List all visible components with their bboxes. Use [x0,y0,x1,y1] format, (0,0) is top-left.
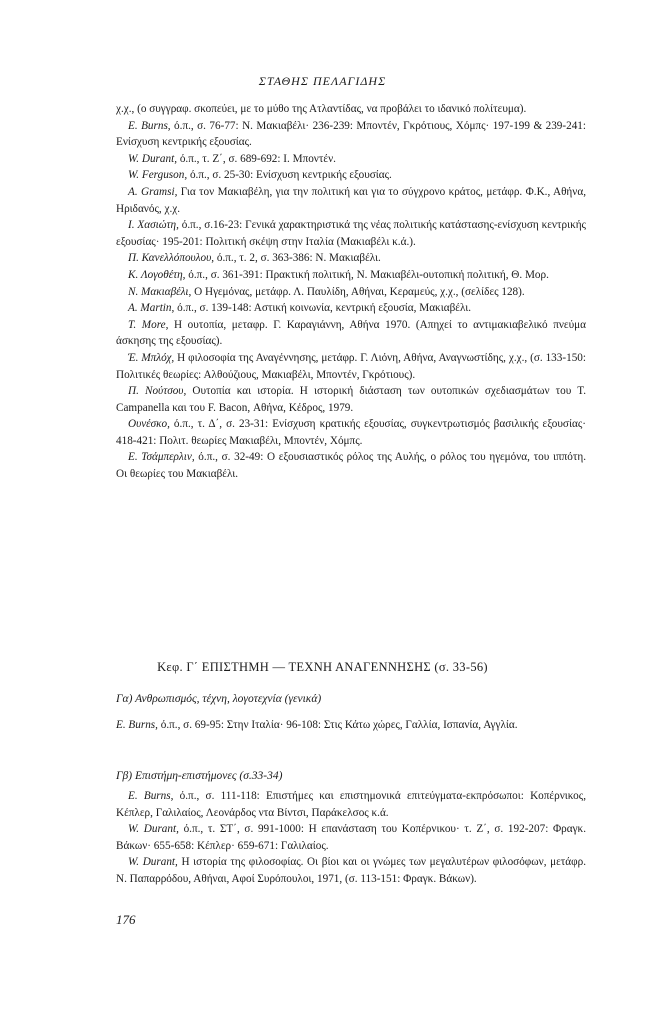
bibliography-entry [116,383,586,416]
entry-author: Ι. Χασιώτη, [128,219,179,232]
entry-text: Η φιλοσοφία της Αναγέννησης, μετάφρ. Γ. Λιόνη, Αθήνα, Αναγνωστίδης, χ.χ., (σ. 133-150: Πολιτικές θεωρίες: Αλθούζιους, Μακιαβέλι, Μποντέν, Γκρότιους). [116,351,586,381]
running-header: ΣΤΑΘΗΣ ΠΕΛΑΓΙΔΗΣ [258,74,387,88]
page-number: 176 [116,912,136,927]
bibliography-entry [116,449,586,482]
entry-text: Η ουτοπία, μεταφρ. Γ. Καραγιάννη, Αθήνα 1970. (Απηχεί το αντιμακιαβελικό πνεύμα άσκησης της εξουσίας). [116,318,586,348]
bibliography-entry [116,300,586,317]
entry-text: ό.π., σ. 25-30: Ενίσχυση κεντρικής εξουσίας. [187,169,392,182]
entry-text: Ο Ηγεμόνας, μετάφρ. Λ. Παυλίδη, Αθήναι, Κεραμεύς, χ.χ., (σελίδες 128). [191,285,525,298]
entry-author: Π. Νούτσου, [128,385,187,398]
entry-text: ό.π., τ. 2, σ. 363-386: Ν. Μακιαβέλι. [214,252,381,265]
entry-text: Ουτοπία και ιστορία. Η ιστορική διάσταση των ουτοπικών σχεδιασμάτων του Τ. Campanella και του F. Bacon, Αθήνα, Κέδρος, 1979. [116,385,586,414]
entry-author: W. Durant, [128,856,178,869]
section-b-title: Γβ) Επιστήμη-επιστήμονες (σ.33-34) [116,770,283,782]
bibliography-entry [116,217,586,250]
entry-author: A. Gramsi, [128,185,178,198]
entry-author: Ε. Τσάμπερλιν, [128,451,195,464]
section-a-entries [116,717,586,734]
bibliography-entry [116,317,586,350]
bibliography-entry [116,284,586,301]
bibliography-entry [116,151,586,168]
entry-author: Έ. Μπλόχ, [128,351,175,364]
entry-text: ό.π., τ. ΣΤ΄, σ. 991-1000: Η επανάσταση του Κοπέρνικου· τ. Ζ΄, σ. 192-207: Φραγκ. Βάκων· 655-658: Κέπλερ· 659-671: Γαλιλαίος. [116,823,586,852]
bibliography-entry [116,118,586,151]
bibliography-entry [116,184,586,217]
bibliography-entry [116,854,586,887]
bibliography-entry [116,788,586,821]
bibliography-entry [116,167,586,184]
entry-text: ό.π., σ. 139-148: Αστική κοινωνία, κεντρική εξουσία, Μακιαβέλι. [174,302,472,315]
chapter-heading: Κεφ. Γ΄ ΕΠΙΣΤΗΜΗ — ΤΕΧΝΗ ΑΝΑΓΕΝΝΗΣΗΣ (σ. 33-56) [157,660,488,674]
entry-text: ό.π., σ. 76-77: Ν. Μακιαβέλι· 236-239: Μποντέν, Γκρότιους, Χόμπς· 197-199 & 239-241: Ενίσχυση κεντρικής εξουσίας. [116,119,586,149]
entry-text: ό.π., σ. 361-391: Πρακτική πολιτική, Ν. Μακιαβέλι-ουτοπική πολιτική, Θ. Μορ. [185,268,549,281]
bibliography-entry [116,717,586,734]
entry-author: T. More, [128,318,169,331]
bibliography-entry [116,350,586,383]
entry-text: ό.π., σ. 69-95: Στην Ιταλία· 96-108: Στις Κάτω χώρες, Γαλλία, Ισπανία, Αγγλία. [157,719,518,731]
entry-author: E. Burns, [128,119,171,132]
entry-text: ό.π., τ. Ζ΄, σ. 689-692: Ι. Μποντέν. [177,152,336,165]
entry-author: W. Ferguson, [128,169,188,182]
entry-text: ό.π., σ. 32-49: Ο εξουσιαστικός ρόλος της Αυλής, ο ρόλος του ηγεμόνα, του ιππότη. Οι θεωρίες του Μακιαβέλι. [116,451,586,481]
entry-text: ό.π., σ. 111-118: Επιστήμες και επιστημονικά επιτεύγματα-εκπρόσωποι: Κοπέρνικος, Κέπλερ, Γαλιλαίος, Λεονάρδος ντα Βίντσι, Παράκελσος κ.ά. [116,790,586,819]
section-b-entries [116,788,586,888]
bibliography-entry [116,250,586,267]
section-a-title: Γα) Ανθρωπισμός, τέχνη, λογοτεχνία (γενικά) [116,693,322,705]
entry-author: Ουνέσκο, [128,418,170,431]
bibliography-entry [116,101,586,118]
bibliography-entry [116,821,586,854]
entry-text: χ.χ., (ο συγγραφ. σκοπεύει, με το μύθο της Ατλαντίδας, να προβάλει το ιδανικό πολίτευμα). [116,103,527,115]
bibliography-entry [116,267,586,284]
entry-author: E. Burns, [116,719,158,731]
entry-author: Κ. Λογοθέτη, [128,268,186,281]
entry-author: W. Durant, [128,823,179,836]
entry-author: W. Durant, [128,152,178,165]
entry-text: Η ιστορία της φιλοσοφίας. Οι βίοι και οι γνώμες των μεγαλυτέρων φιλοσόφων, μετάφρ. Ν. Παπαρρόδου, Αθήναι, Αφοί Συρόπουλοι, 1971, (σ. 113-151: Φραγκ. Βάκων). [116,856,586,885]
entry-author: Π. Κανελλόπουλου, [128,252,215,265]
bibliography-entry [116,416,586,449]
entry-text: ό.π., σ.16-23: Γενικά χαρακτηριστικά της νέας πολιτικής κατάστασης-ενίσχυση κεντρικής εξουσίας· 195-201: Πολιτική σκέψη στην Ιταλία (Μακιαβέλι κ.ά.). [116,219,586,248]
entry-text: Για τον Μακιαβέλη, για την πολιτική και για το σύγχρονο κράτος, μετάφρ. Φ.Κ., Αθήνα, Ηριδανός, χ.χ. [116,185,586,215]
entry-author: A. Martin, [128,302,175,315]
entry-author: E. Burns, [128,790,174,802]
entry-text: ό.π., τ. Δ΄, σ. 23-31: Ενίσχυση κρατικής εξουσίας, συγκεντρωτισμός βασιλικής εξουσίας· 418-421: Πολιτ. θεωρίες Μακιαβέλι, Μποντέν, Χόμπς. [116,418,586,447]
bibliography-continuation [116,101,586,483]
entry-author: Ν. Μακιαβέλι, [128,285,192,298]
